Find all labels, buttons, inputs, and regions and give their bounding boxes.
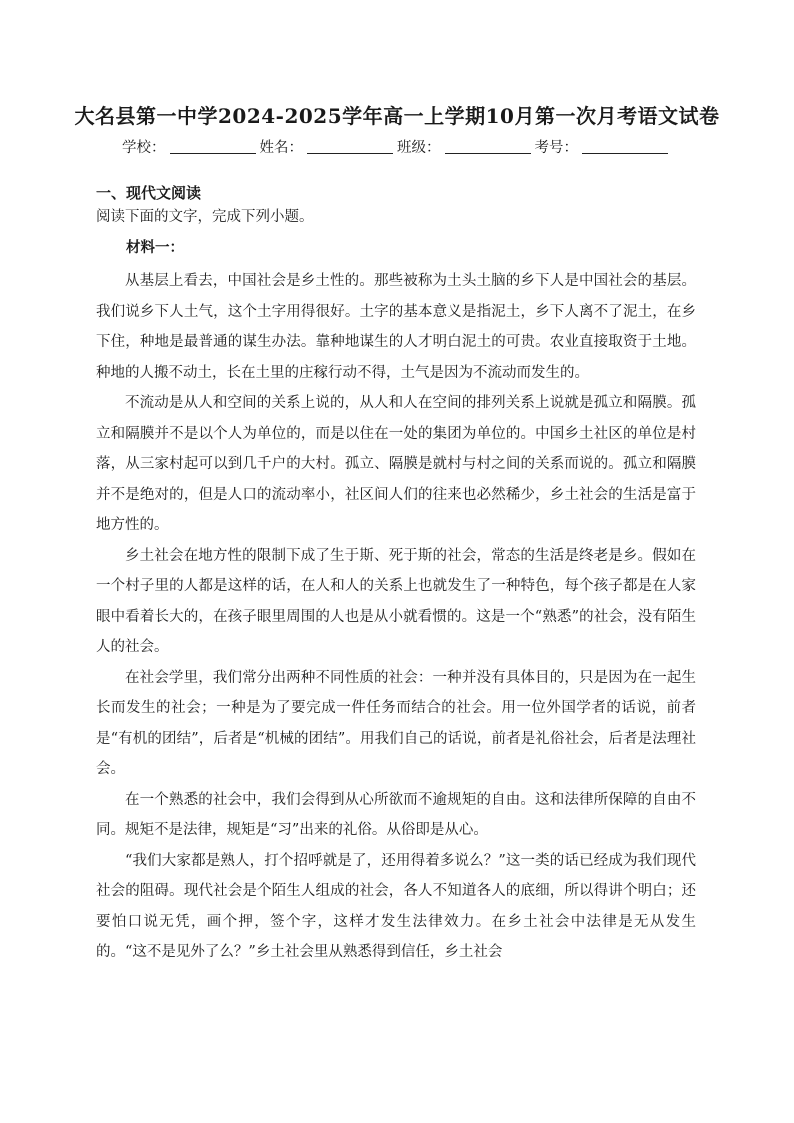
paragraph: 在社会学里，我们常分出两种不同性质的社会：一种并没有具体目的，只是因为在一起生长而发生的社会；一种是为了要完成一件任务而结合的社会。用一位外国学者的话说，前者是“有机的团结”，后者是“机械的团结”。用我们自己的话说，前者是礼俗社会，后者是法理社会。: [96, 669, 696, 777]
exam-number-blank[interactable]: [582, 139, 668, 154]
paragraph: 不流动是从人和空间的关系上说的，从人和人在空间的排列关系上说就是孤立和隔膜。孤立和隔膜并不是以个人为单位的，而是以住在一处的集团为单位的。中国乡土社区的单位是村落，从三家村起可以到几千户的大村。孤立、隔膜是就村与村之间的关系而说的。孤立和隔膜并不是绝对的，但是人口的流动率小，社区间人们的往来也必然稀少，乡土社会的生活是富于地方性的。: [96, 395, 696, 533]
school-blank[interactable]: [170, 139, 256, 154]
material-label: 材料一：: [126, 239, 184, 256]
class-label: 班级：: [397, 140, 441, 156]
exam-title: 大名县第一中学2024-2025学年高一上学期10月第一次月考语文试卷: [74, 104, 720, 128]
student-info-line: [0, 136, 794, 157]
passage-body: [96, 266, 696, 968]
class-blank[interactable]: [445, 139, 531, 154]
school-label: 学校：: [122, 140, 166, 156]
paragraph: 从基层上看去，中国社会是乡土性的。那些被称为土头土脑的乡下人是中国社会的基层。我们说乡下人土气，这个土字用得很好。土字的基本意义是指泥土，乡下人离不了泥土，在乡下住，种地是最普通的谋生办法。靠种地谋生的人才明白泥土的可贵。农业直接取资于土地。种地的人搬不动土，长在土里的庄稼行动不得，土气是因为不流动而发生的。: [96, 273, 696, 381]
exam-number-field: [535, 136, 673, 157]
name-blank[interactable]: [307, 139, 393, 154]
school-field: [122, 136, 260, 157]
paragraph: “我们大家都是熟人，打个招呼就是了，还用得着多说么？”这一类的话已经成为我们现代社会的阻碍。现代社会是个陌生人组成的社会，各人不知道各人的底细，所以得讲个明白；还要怕口说无凭，画个押，签个字，这样才发生法律效力。在乡土社会中法律是无从发生的。“这不是见外了么？”乡土社会里从熟悉得到信任，乡土社会: [96, 852, 696, 960]
paragraph: 乡土社会在地方性的限制下成了生于斯、死于斯的社会，常态的生活是终老是乡。假如在一个村子里的人都是这样的话，在人和人的关系上也就发生了一种特色，每个孩子都是在人家眼中看着长大的，在孩子眼里周围的人也是从小就看惯的。这是一个“熟悉”的社会，没有陌生人的社会。: [96, 547, 696, 655]
exam-number-label: 考号：: [534, 140, 578, 156]
class-field: [397, 136, 535, 157]
paragraph: 在一个熟悉的社会中，我们会得到从心所欲而不逾规矩的自由。这和法律所保障的自由不同。规矩不是法律，规矩是“习”出来的礼俗。从俗即是从心。: [96, 791, 696, 838]
name-label: 姓名：: [259, 140, 303, 156]
name-field: [260, 136, 398, 157]
section-instruction: 阅读下面的文字，完成下列小题。: [96, 209, 314, 225]
section-heading: 一、现代文阅读: [96, 184, 202, 202]
